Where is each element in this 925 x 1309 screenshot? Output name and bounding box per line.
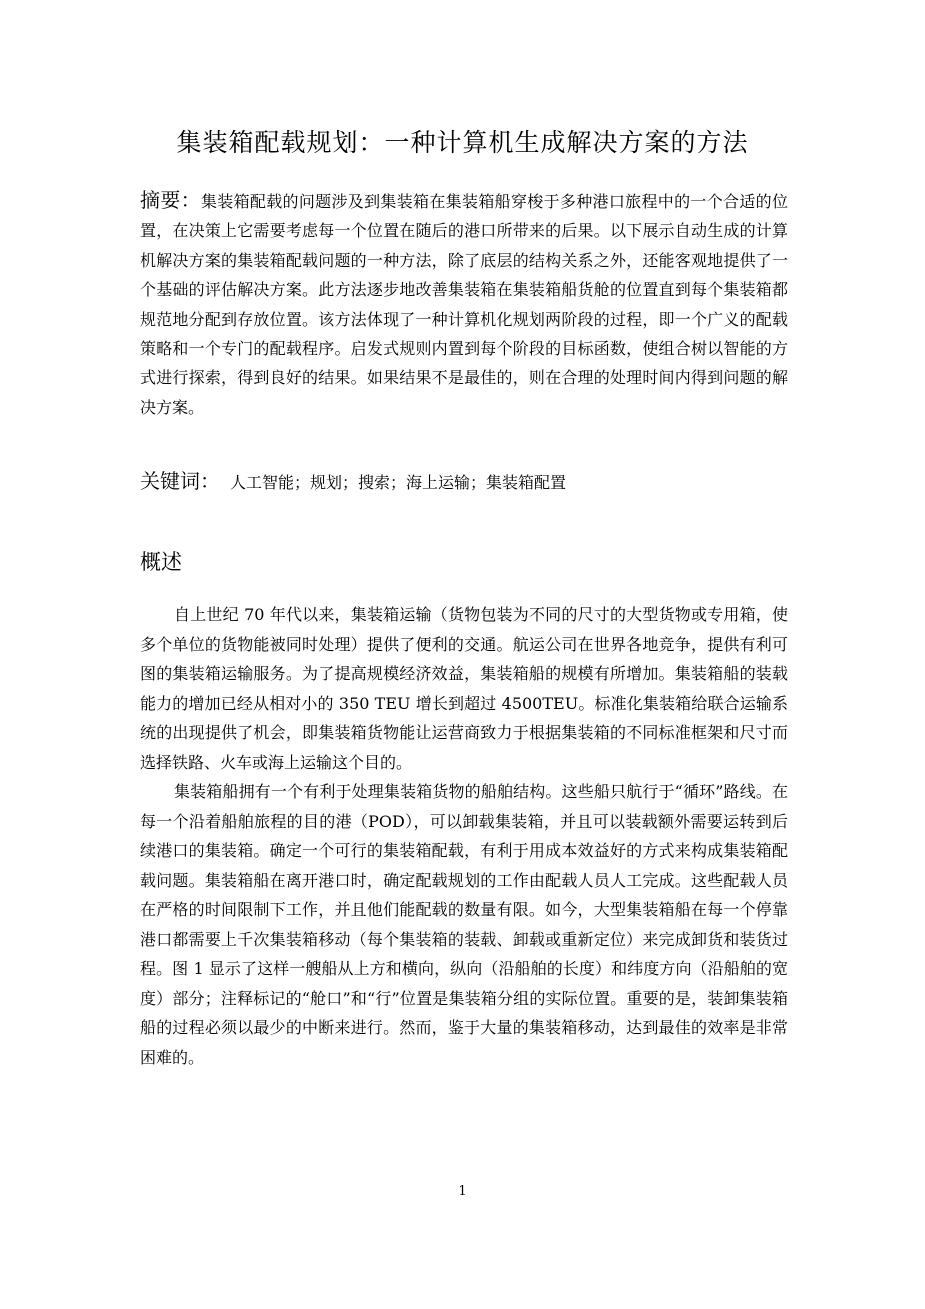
abstract-text: 集装箱配载的问题涉及到集装箱在集装箱船穿梭于多种港口旅程中的一个合适的位置，在决策上它需要考虑每一个位置在随后的港口所带来的后果。以下展示自动生成的计算机解决方案的集装箱配载问题的一种方法，除了底层的结构关系之外，还能客观地提供了一个基础的评估解决方案。此方法逐步地改善集装箱在集装箱船货舱的位置直到每个集装箱都规范地分配到存放位置。该方法体现了一种计算机化规划两阶段的过程，即一个广义的配载策略和一个专门的配载程序。启发式规则内置到每个阶段的目标函数，使组合树以智能的方式进行探索，得到良好的结果。如果结果不是最佳的，则在合理的处理时间内得到问题的解决方案。	[140, 192, 788, 417]
keywords	[140, 466, 788, 498]
section-heading: 概述	[140, 550, 182, 574]
page-number: 1	[458, 1184, 467, 1199]
keywords-label: 关键词：	[140, 469, 220, 493]
paper-title: 集装箱配载规划：一种计算机生成解决方案的方法	[176, 128, 749, 157]
abstract	[140, 186, 788, 422]
abstract-label: 摘要：	[140, 188, 201, 212]
keywords-text: 人工智能；规划；搜索；海上运输；集装箱配置	[230, 473, 567, 492]
section-body	[140, 600, 788, 1072]
paragraph: 自上世纪 70 年代以来，集装箱运输（货物包装为不同的尺寸的大型货物或专用箱，使多个单位的货物能被同时处理）提供了便利的交通。航运公司在世界各地竞争，提供有利可图的集装箱运输服务。为了提高规模经济效益，集装箱船的规模有所增加。集装箱船的装载能力的增加已经从相对小的 350 TEU 增长到超过 4500TEU。标准化集装箱给联合运输系统的出现提供了机会，即集装箱货物能让运营商致力于根据集装箱的不同标准框架和尺寸而选择铁路、火车或海上运输这个目的。	[140, 605, 788, 772]
paragraph: 集装箱船拥有一个有利于处理集装箱货物的船舶结构。这些船只航行于“循环”路线。在每一个沿着船舶旅程的目的港（POD），可以卸载集装箱，并且可以装载额外需要运转到后续港口的集装箱。确定一个可行的集装箱配载，有利于用成本效益好的方式来构成集装箱配载问题。集装箱船在离开港口时，确定配载规划的工作由配载人员人工完成。这些配载人员在严格的时间限制下工作，并且他们能配载的数量有限。如今，大型集装箱船在每一个停靠港口都需要上千次集装箱移动（每个集装箱的装载、卸载或重新定位）来完成卸货和装货过程。图 1 显示了这样一艘船从上方和横向，纵向（沿船舶的长度）和纬度方向（沿船舶的宽度）部分；注释标记的“舱口”和“行”位置是集装箱分组的实际位置。重要的是，装卸集装箱船的过程必须以最少的中断来进行。然而，鉴于大量的集装箱移动，达到最佳的效率是非常困难的。	[140, 782, 788, 1067]
